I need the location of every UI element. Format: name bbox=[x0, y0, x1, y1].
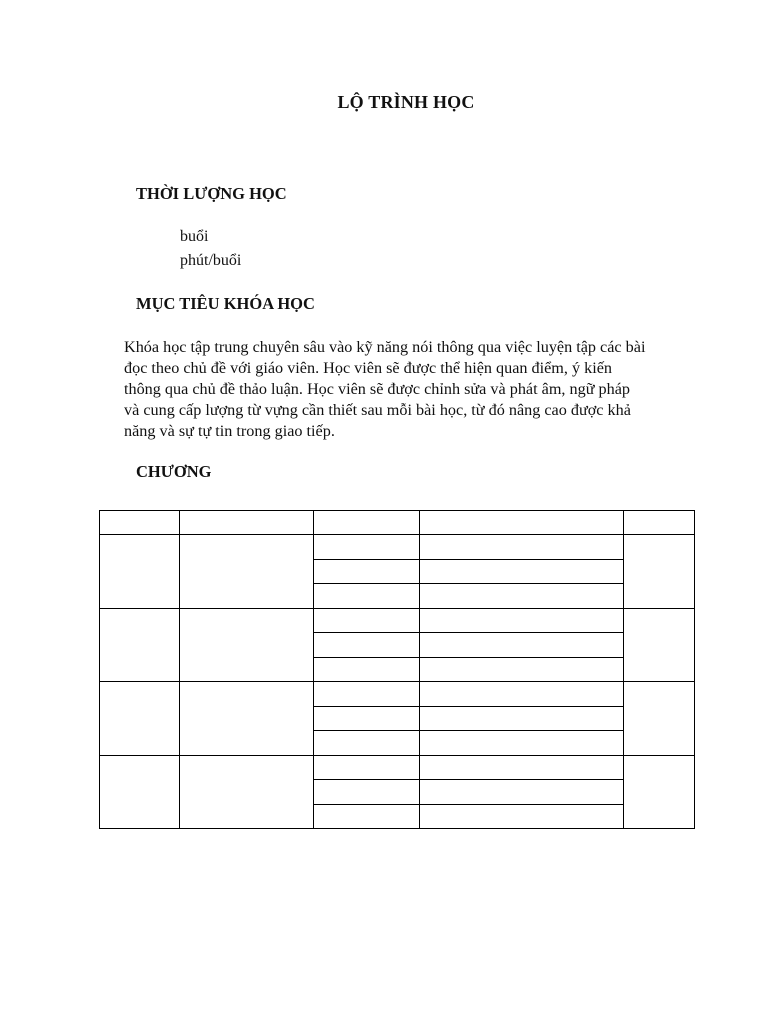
table-header-cell bbox=[180, 511, 314, 535]
table-cell bbox=[420, 682, 624, 707]
table-cell-topic bbox=[180, 608, 314, 682]
chapter-table bbox=[99, 510, 695, 829]
table-cell bbox=[314, 731, 420, 756]
table-cell-note bbox=[624, 535, 695, 609]
duration-sessions: buổi bbox=[180, 228, 209, 245]
table-cell bbox=[420, 706, 624, 731]
goal-paragraph-line: và cung cấp lượng từ vựng cần thiết sau mỗi bài học, từ đó nâng cao được khả bbox=[124, 401, 631, 419]
table-cell bbox=[314, 584, 420, 609]
table-cell-chapter bbox=[100, 608, 180, 682]
goal-paragraph-line: Khóa học tập trung chuyên sâu vào kỹ năng nói thông qua việc luyện tập các bài bbox=[124, 338, 646, 356]
table-cell bbox=[420, 633, 624, 658]
table-cell bbox=[420, 584, 624, 609]
goal-paragraph-line: đọc theo chủ đề với giáo viên. Học viên sẽ được thể hiện quan điểm, ý kiến bbox=[124, 359, 613, 377]
table-cell bbox=[314, 755, 420, 780]
table-cell bbox=[420, 608, 624, 633]
table-cell bbox=[314, 608, 420, 633]
table-row bbox=[100, 682, 695, 707]
table-cell bbox=[314, 780, 420, 805]
table-cell bbox=[314, 682, 420, 707]
table-cell-topic bbox=[180, 535, 314, 609]
duration-heading: THỜI LƯỢNG HỌC bbox=[136, 184, 287, 203]
table-cell bbox=[314, 804, 420, 829]
document-title: LỘ TRÌNH HỌC bbox=[337, 92, 475, 112]
table-cell bbox=[420, 755, 624, 780]
chapter-heading: CHƯƠNG bbox=[136, 462, 212, 481]
goal-heading: MỤC TIÊU KHÓA HỌC bbox=[136, 294, 315, 313]
table-header-cell bbox=[420, 511, 624, 535]
goal-paragraph bbox=[124, 337, 696, 442]
table-cell bbox=[420, 780, 624, 805]
table-cell bbox=[314, 706, 420, 731]
table-cell bbox=[420, 731, 624, 756]
goal-paragraph-line: năng và sự tự tin trong giao tiếp. bbox=[124, 422, 335, 440]
table-cell bbox=[314, 633, 420, 658]
table-cell bbox=[420, 559, 624, 584]
table-cell-topic bbox=[180, 682, 314, 756]
table-header-row bbox=[100, 511, 695, 535]
table-cell bbox=[314, 559, 420, 584]
goal-paragraph-line: thông qua chủ đề thảo luận. Học viên sẽ được chỉnh sửa và phát âm, ngữ pháp bbox=[124, 380, 630, 398]
table-cell bbox=[420, 804, 624, 829]
table-header-cell bbox=[314, 511, 420, 535]
table-row bbox=[100, 755, 695, 780]
table-cell-chapter bbox=[100, 755, 180, 829]
table-cell-note bbox=[624, 608, 695, 682]
table-cell-note bbox=[624, 682, 695, 756]
table-cell bbox=[314, 535, 420, 560]
table-cell bbox=[314, 657, 420, 682]
table-header-cell bbox=[624, 511, 695, 535]
table-cell-topic bbox=[180, 755, 314, 829]
table-cell-note bbox=[624, 755, 695, 829]
duration-minutes-per-session: phút/buổi bbox=[180, 252, 242, 269]
table-row bbox=[100, 535, 695, 560]
table-cell-chapter bbox=[100, 535, 180, 609]
table-cell-chapter bbox=[100, 682, 180, 756]
table-header-cell bbox=[100, 511, 180, 535]
table-row bbox=[100, 608, 695, 633]
table-cell bbox=[420, 657, 624, 682]
table-cell bbox=[420, 535, 624, 560]
